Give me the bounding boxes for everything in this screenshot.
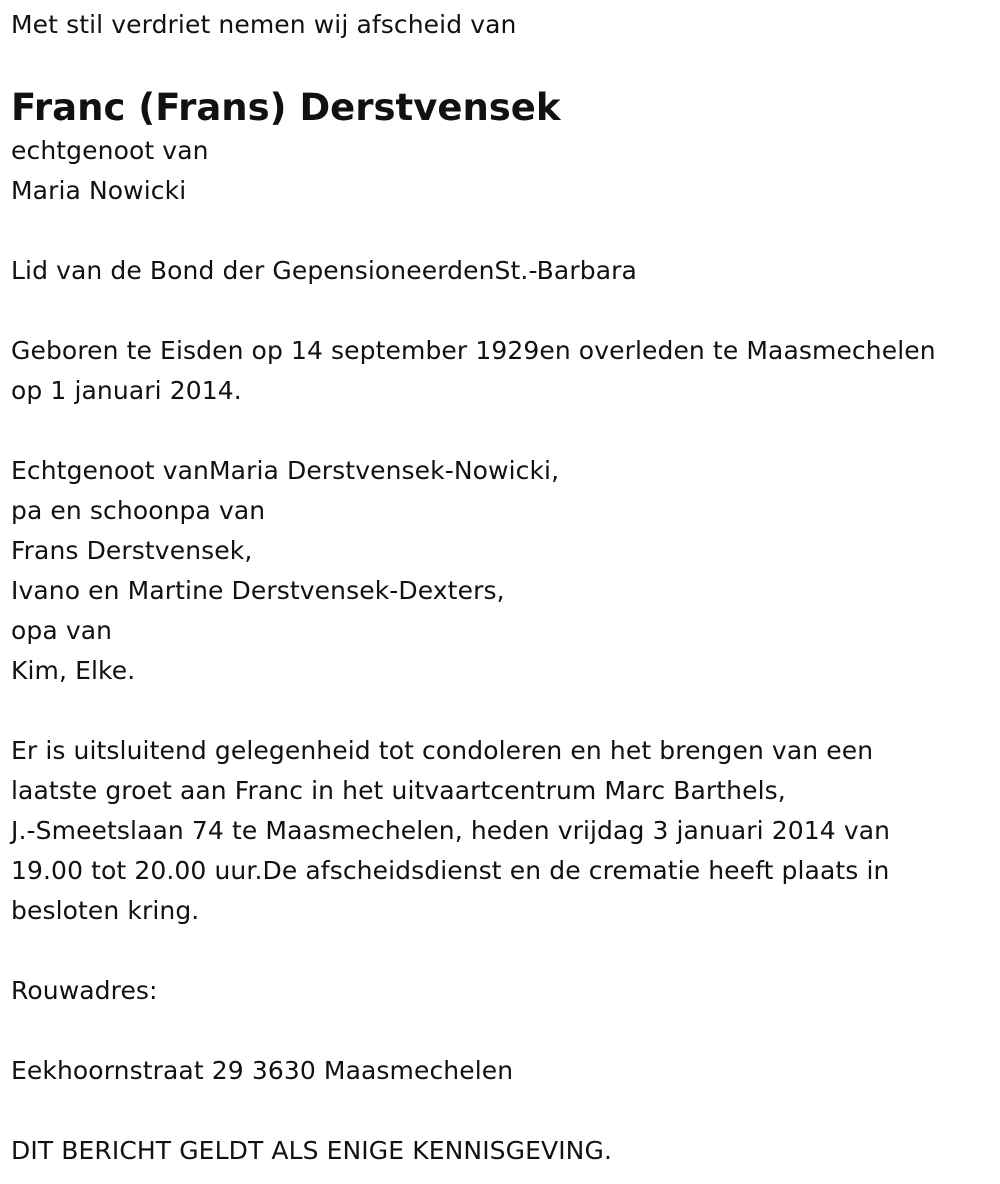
spacer: [11, 1091, 991, 1131]
deceased-name: Franc (Frans) Derstvensek: [11, 86, 561, 129]
condolence-line: J.-Smeetslaan 74 te Maasmechelen, heden vrijdag 3 januari 2014 van: [11, 816, 891, 845]
condolence-line: 19.00 tot 20.00 uur.De afscheidsdienst en de crematie heeft plaats in: [11, 856, 890, 885]
family-line: Frans Derstvensek,: [11, 536, 253, 565]
spacer: [11, 411, 991, 451]
spacer: [11, 691, 991, 731]
membership-text: Lid van de Bond der GepensioneerdenSt.-Barbara: [11, 256, 637, 285]
spacer: [11, 211, 991, 251]
mourning-address: Eekhoornstraat 29 3630 Maasmechelen: [11, 1056, 514, 1085]
condolence-line: laatste groet aan Franc in het uitvaartcentrum Marc Barthels,: [11, 776, 786, 805]
condolence-line: besloten kring.: [11, 896, 200, 925]
mourning-address-label: Rouwadres:: [11, 976, 158, 1005]
birth-death-line: op 1 januari 2014.: [11, 376, 242, 405]
notice-text: DIT BERICHT GELDT ALS ENIGE KENNISGEVING.: [11, 1136, 612, 1165]
intro-text: Met stil verdriet nemen wij afscheid van: [11, 10, 517, 39]
obituary-notice: [11, 0, 991, 1171]
family-line: Echtgenoot vanMaria Derstvensek-Nowicki,: [11, 456, 560, 485]
birth-death-line: Geboren te Eisden op 14 september 1929en overleden te Maasmechelen: [11, 336, 936, 365]
spacer: [11, 291, 991, 331]
condolence-line: Er is uitsluitend gelegenheid tot condoleren en het brengen van een: [11, 736, 874, 765]
spacer: [11, 1011, 991, 1051]
spacer: [11, 931, 991, 971]
family-line: opa van: [11, 616, 113, 645]
spouse-label: echtgenoot van: [11, 136, 209, 165]
family-line: pa en schoonpa van: [11, 496, 266, 525]
family-line: Ivano en Martine Derstvensek-Dexters,: [11, 576, 505, 605]
spouse-name: Maria Nowicki: [11, 176, 187, 205]
family-line: Kim, Elke.: [11, 656, 136, 685]
